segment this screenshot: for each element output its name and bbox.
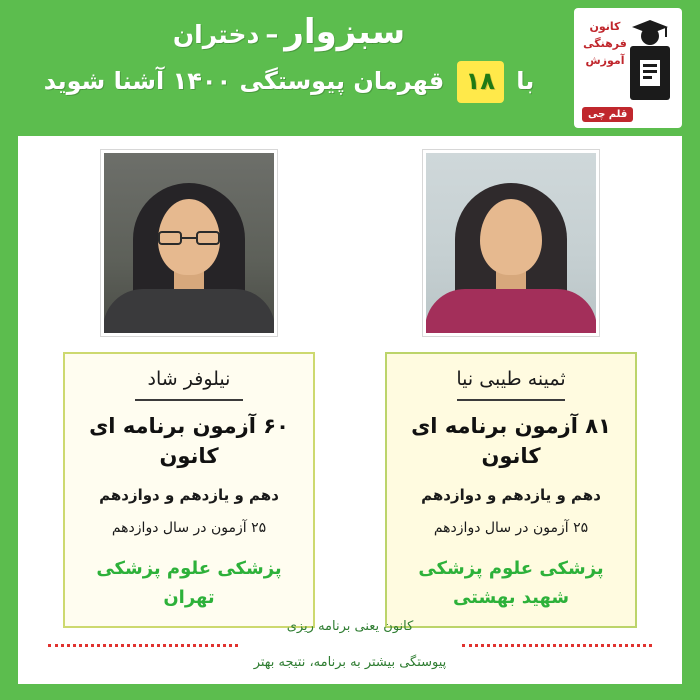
brand-badge: قلم چی — [582, 107, 633, 122]
content-card — [18, 136, 682, 684]
poster-header — [0, 0, 700, 136]
champions-row — [18, 136, 682, 628]
champion-year-exams: ۲۵ آزمون در سال دوازدهم — [111, 520, 267, 536]
champion-photo — [423, 150, 599, 336]
glasses-icon — [158, 231, 220, 245]
header-titles — [16, 12, 562, 103]
poster-footer — [18, 616, 682, 684]
graduate-person-icon — [628, 16, 672, 102]
page-title — [16, 12, 562, 55]
champion-exam-count: ۸۱ آزمون برنامه ای کانون — [411, 414, 611, 468]
champion-info — [63, 352, 315, 628]
divider — [135, 399, 243, 401]
bottom-strip — [0, 684, 700, 700]
footer-slogan-1: کانون یعنی برنامه ریزی — [286, 619, 414, 634]
champion-card — [46, 150, 332, 628]
champion-name: ثمینه طیبی نیا — [456, 368, 566, 390]
champion-photo — [101, 150, 277, 336]
champion-name: نیلوفر شاد — [147, 368, 231, 390]
champion-info — [385, 352, 637, 628]
brand-logo — [574, 8, 682, 128]
champion-field: پزشکی علوم پزشکی تهران — [96, 558, 282, 608]
divider — [457, 399, 565, 401]
dotted-rule-left — [48, 644, 238, 649]
champion-grades: دهم و یازدهم و دوازدهم — [421, 486, 601, 504]
brand-line-3: آموزش — [585, 54, 625, 67]
title-dash: – — [265, 20, 279, 50]
champion-count-badge: ۱۸ — [457, 61, 504, 103]
footer-dots — [18, 638, 682, 652]
subtitle-suffix: قهرمان پیوستگی ۱۴۰۰ آشنا شوید — [43, 67, 445, 95]
page-subtitle — [16, 61, 562, 103]
champion-exam-count: ۶۰ آزمون برنامه ای کانون — [89, 414, 289, 468]
footer-slogan-2: پیوستگی بیشتر به برنامه، نتیجه بهتر — [253, 655, 447, 670]
brand-line-2: فرهنگی — [583, 37, 627, 50]
brand-wordmark — [582, 18, 628, 69]
title-group: دختران — [172, 20, 260, 49]
dotted-rule-right — [462, 644, 652, 649]
champion-year-exams: ۲۵ آزمون در سال دوازدهم — [433, 520, 589, 536]
subtitle-prefix: با — [516, 67, 535, 95]
champion-field: پزشکی علوم پزشکی شهید بهشتی — [418, 558, 604, 608]
title-city: سبزوار — [284, 12, 406, 52]
brand-line-1: کانون — [589, 20, 621, 33]
champion-grades: دهم و یازدهم و دوازدهم — [99, 486, 279, 504]
champion-card — [368, 150, 654, 628]
